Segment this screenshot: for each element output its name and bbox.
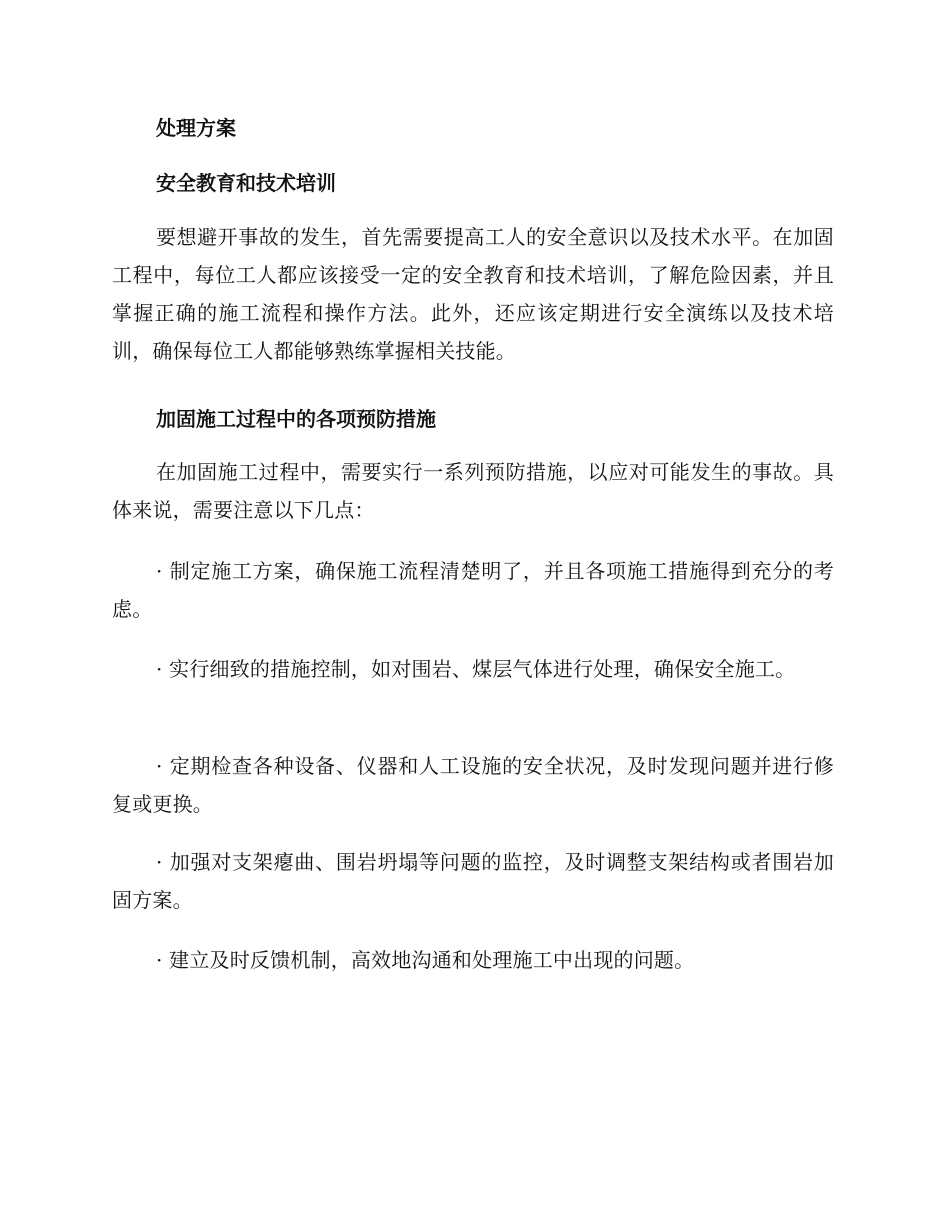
section-heading-measures: 加固施工过程中的各项预防措施 <box>156 407 436 431</box>
paragraph-training: 要想避开事故的发生，首先需要提高工人的安全意识以及技术水平。在加固工程中，每位工人都应该接受一定的安全教育和技术培训，了解危险因素，并且掌握正确的施工流程和操作方法。此外，还应该定期进行安全演练以及技术培训，确保每位工人都能够熟练掌握相关技能。 <box>112 225 834 363</box>
bullet-item-inspection: · 定期检查各种设备、仪器和人工设施的安全状况，及时发现问题并进行修复或更换。 <box>112 754 834 816</box>
bullet-item-monitoring: · 加强对支架瘪曲、围岩坍塌等问题的监控，及时调整支架结构或者围岩加固方案。 <box>112 850 834 912</box>
bullet-item-control: · 实行细致的措施控制，如对围岩、煤层气体进行处理，确保安全施工。 <box>156 657 796 681</box>
paragraph-measures: 在加固施工过程中，需要实行一系列预防措施，以应对可能发生的事故。具体来说，需要注意以下几点： <box>112 460 834 522</box>
bullet-item-plan: · 制定施工方案，确保施工流程清楚明了，并且各项施工措施得到充分的考虑。 <box>112 559 834 621</box>
bullet-item-feedback: · 建立及时反馈机制，高效地沟通和处理施工中出现的问题。 <box>156 948 695 972</box>
section-heading-training: 安全教育和技术培训 <box>156 171 336 195</box>
section-heading-plan: 处理方案 <box>156 116 236 140</box>
